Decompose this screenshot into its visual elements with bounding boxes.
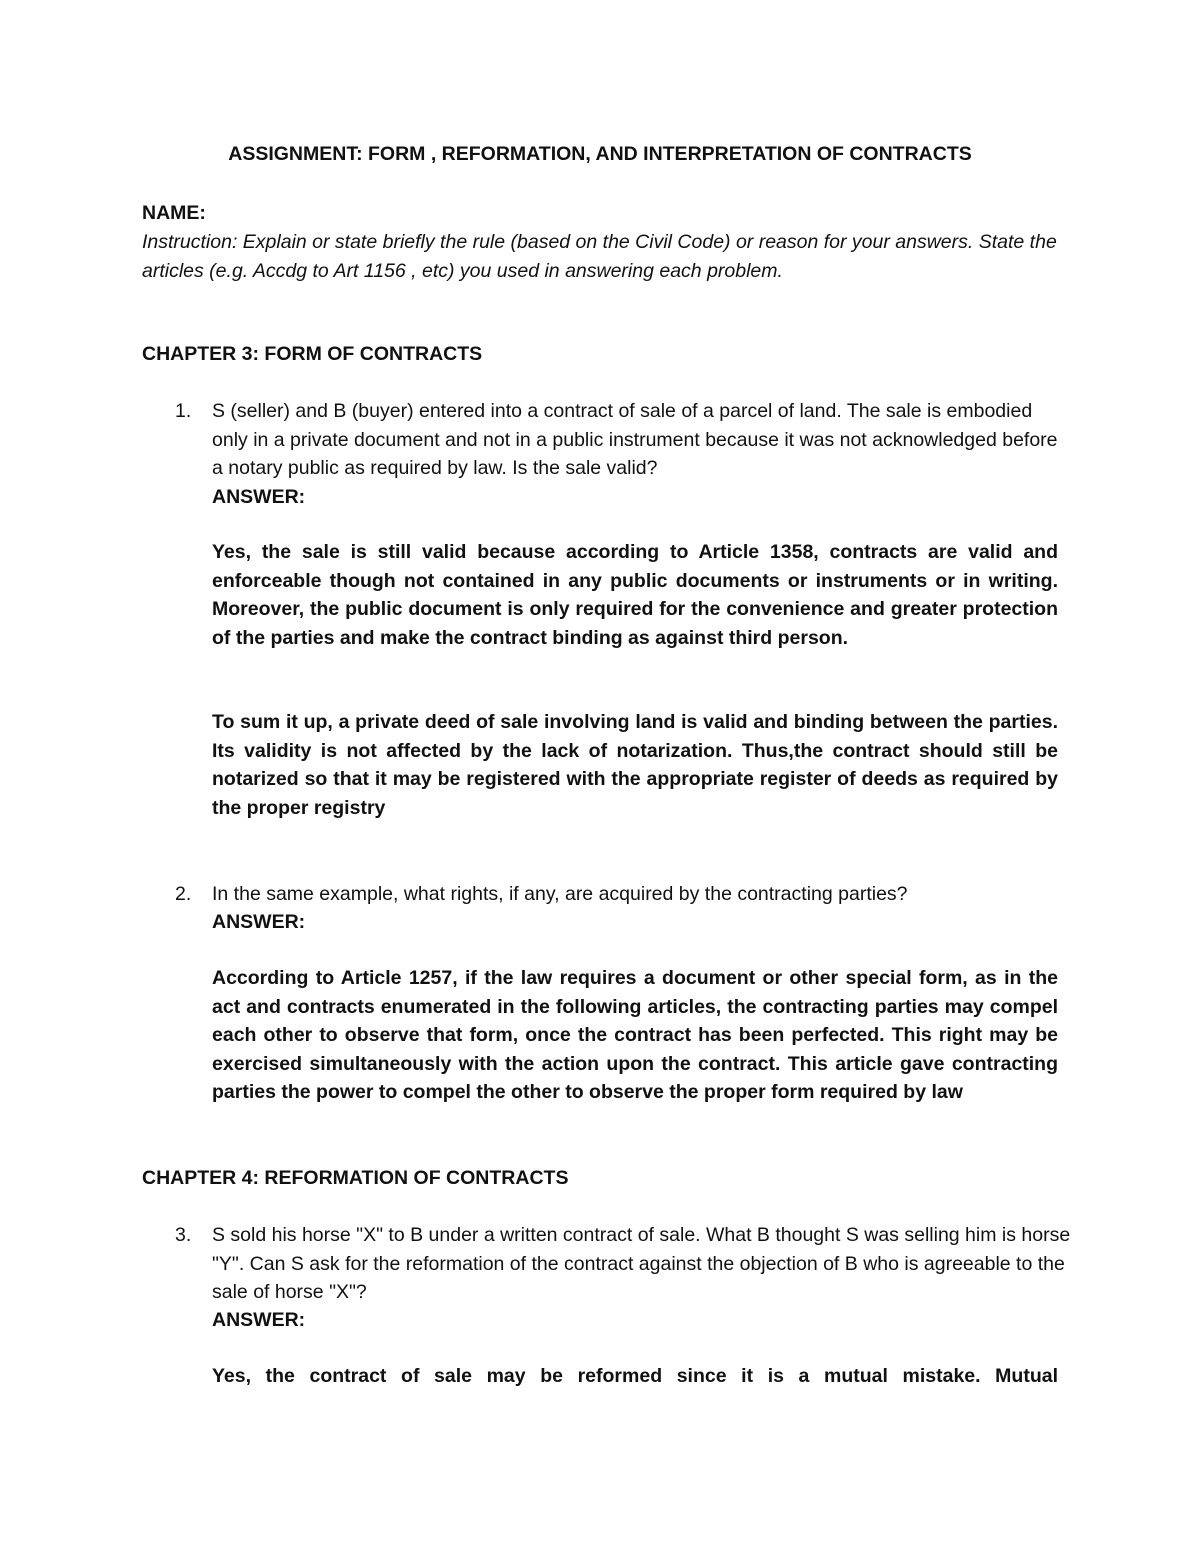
question-2-number: 2. <box>175 883 192 905</box>
question-1-number: 1. <box>175 400 192 422</box>
question-1-answer-paragraph-1: Yes, the sale is still valid because according to Article 1358, contracts are valid and enforceable though not contained in any public documents or instruments or in writing. Moreover, the public document is only required for the convenience and greater protection of the parties and make the contract binding as against third person. <box>212 541 1058 649</box>
question-3-text: S sold his horse "X" to B under a written contract of sale. What B thought S was selling him is horse "Y". Can S ask for the reformation of the contract against the objection of B who is agreeable to the sale of horse "X"? <box>212 1224 1071 1303</box>
question-2-answer-paragraph-1: According to Article 1257, if the law requires a document or other special form, as in the act and contracts enumerated in the following articles, the contracting parties may compel each other to observe that form, once the contract has been perfected. This right may be exercised simultaneously with the action upon the contract. This article gave contracting parties the power to compel the other to observe the proper form required by law <box>212 967 1058 1103</box>
question-3-number: 3. <box>175 1224 192 1246</box>
question-3-answer-label: ANSWER: <box>212 1309 306 1331</box>
name-label: NAME: <box>142 202 206 224</box>
question-1-text: S (seller) and B (buyer) entered into a contract of sale of a parcel of land. The sale is embodied only in a private document and not in a public instrument because it was not acknowledged before a notary public as required by law. Is the sale valid? <box>212 400 1058 479</box>
question-3-answer-paragraph-1: Yes, the contract of sale may be reformed since it is a mutual mistake. Mutual <box>212 1365 1058 1387</box>
page-title: ASSIGNMENT: FORM , REFORMATION, AND INTERPRETATION OF CONTRACTS <box>228 143 972 165</box>
chapter-4-heading: CHAPTER 4: REFORMATION OF CONTRACTS <box>142 1167 569 1189</box>
question-2-text: In the same example, what rights, if any, are acquired by the contracting parties? <box>212 883 908 905</box>
question-2-answer-label: ANSWER: <box>212 911 306 933</box>
question-1-answer-label: ANSWER: <box>212 486 306 508</box>
chapter-3-heading: CHAPTER 3: FORM OF CONTRACTS <box>142 343 483 365</box>
instruction-text: Instruction: Explain or state briefly the rule (based on the Civil Code) or reason for your answers. State the articles (e.g. Accdg to Art 1156 , etc) you used in answering each problem. <box>142 231 1057 282</box>
question-1-answer-paragraph-2: To sum it up, a private deed of sale involving land is valid and binding between the parties. Its validity is not affected by the lack of notarization. Thus,the contract should still be notarized so that it may be registered with the appropriate register of deeds as required by the proper registry <box>212 711 1058 819</box>
